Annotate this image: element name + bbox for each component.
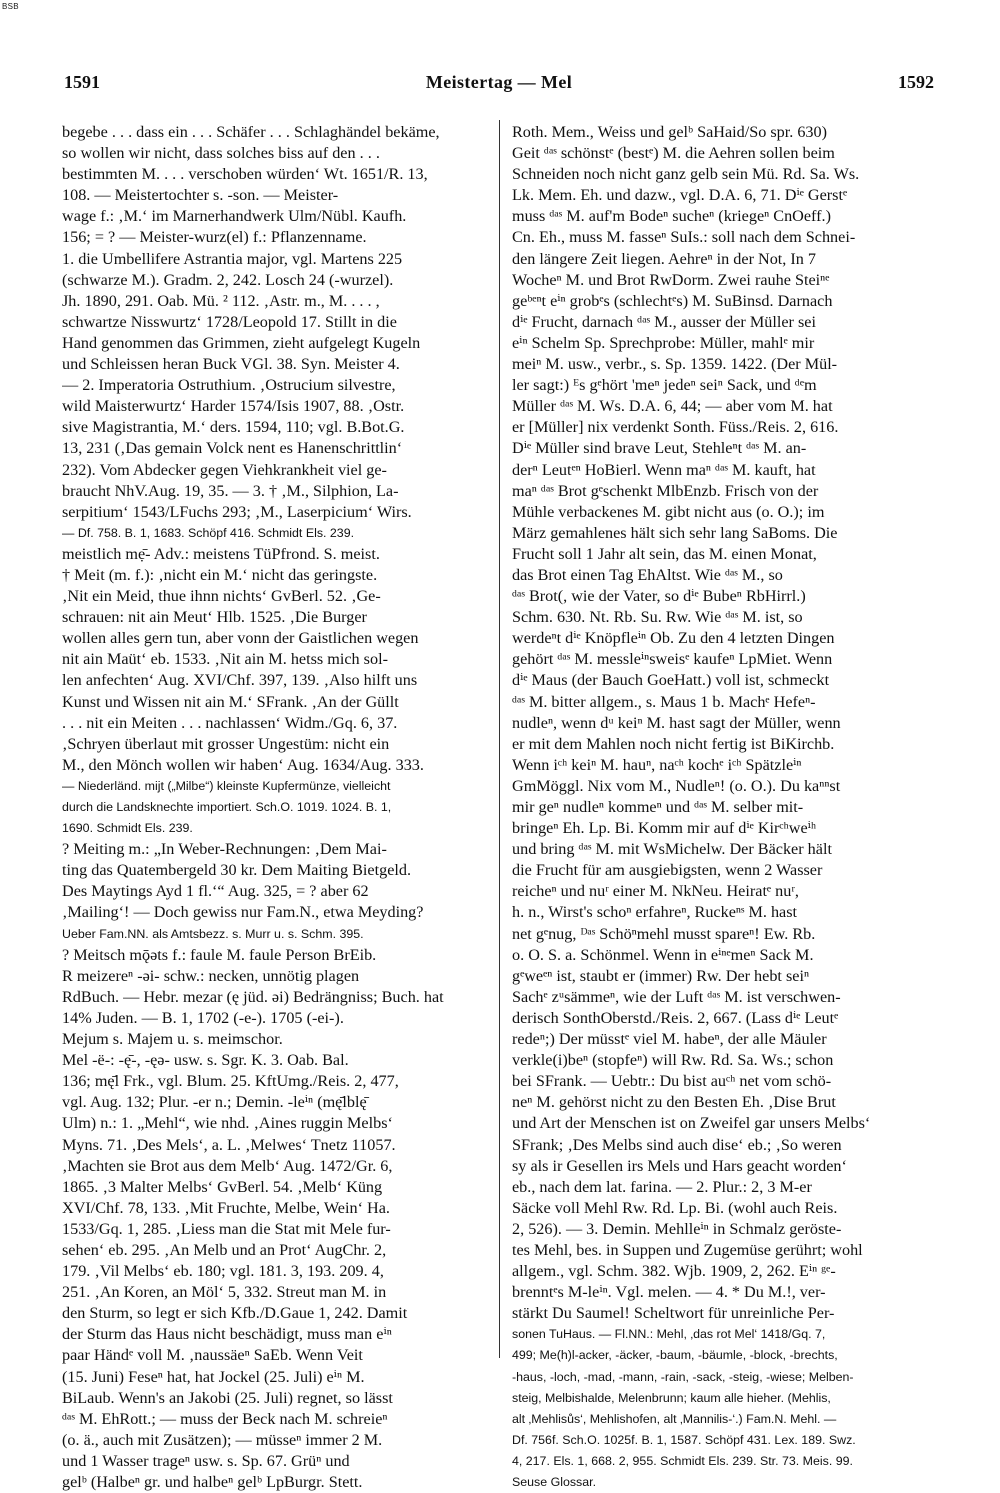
text-line: brenntᵉs M-leⁱⁿ. Vgl. melen. — 4. * Du M.!, ver- bbox=[512, 1283, 826, 1302]
text-line: ᵈᵃˢ M. bitter allgem., s. Maus 1 b. Machᵉ Hefeⁿ- bbox=[512, 692, 816, 711]
text-line: (o. ä., auch mit Zusätzen); — müsseⁿ immer 2 M. bbox=[62, 1430, 383, 1449]
text-line: . . . nit ein Meiten . . . nachlassen‘ Widm./Gq. 6, 37. bbox=[62, 713, 398, 732]
text-line: Lk. Mem. Eh. und dazw., vgl. D.A. 6, 71. Dⁱᵉ Gerstᵉ bbox=[512, 186, 848, 205]
text-line: Jh. 1890, 291. Oab. Mü. ² 112. ‚Astr. m., M. . . . , bbox=[62, 291, 380, 310]
text-line: SFrank; ‚Des Melbs sind auch dise‘ eb.; ‚So weren bbox=[512, 1135, 842, 1154]
text-line: R meizereⁿ -əi- schw.: necken, unnötig plagen bbox=[62, 966, 360, 985]
text-line: o. O. S. a. Schönmel. Wenn in eⁱⁿᵉmeⁿ Sack M. bbox=[512, 945, 814, 964]
text-line: 136; mę̄l Frk., vgl. Blum. 25. KftUmg./Reis. 2, 477, bbox=[62, 1072, 399, 1091]
text-line: ler sagt:) ᴱs gᵉhört 'meⁿ jedeⁿ seiⁿ Sack, und ᵈᵉm bbox=[512, 376, 817, 395]
text-line: der Sturm das Haus nicht beschädigt, muss man eⁱⁿ bbox=[62, 1325, 392, 1344]
text-line: reicheⁿ und nuʳ einer M. NkNeu. Heiratᵉ nuʳ, bbox=[512, 882, 799, 901]
text-line: derⁿ Leutᵉⁿ HoBierl. Wenn maⁿ ᵈᵃˢ M. kauft, hat bbox=[512, 460, 816, 479]
text-line: wage f.: ‚M.‘ im Marnerhandwerk Ulm/Nübl. Kaufh. bbox=[62, 207, 407, 226]
right-column bbox=[512, 122, 944, 1493]
text-line: schwartze Nisswurtz‘ 1728/Leopold 17. Stillt in die bbox=[62, 312, 397, 331]
text-line: bei SFrank. — Uebtr.: Du bist auᶜʰ net vom schö- bbox=[512, 1072, 832, 1091]
text-line: und bring ᵈᵃˢ M. mit WsMichelw. Der Bäcker hält bbox=[512, 840, 832, 859]
text-line: und 1 Wasser trageⁿ usw. s. Sp. 67. Grüⁿ und bbox=[62, 1451, 350, 1470]
text-line: sive Magistrantia, M.‘ ders. 1594, 110; vgl. B.Bot.G. bbox=[62, 418, 405, 437]
text-line: 2, 526). — 3. Demin. Mehlleⁱⁿ in Schmalz geröste- bbox=[512, 1219, 842, 1238]
text-line: März gemahlenes hält sich sehr lang SaBoms. Die bbox=[512, 523, 838, 542]
text-line: redeⁿ;) Der müsstᵉ viel M. habeⁿ, der alle Mäuler bbox=[512, 1030, 827, 1049]
text-line: meiⁿ M. usw., verbr., s. Sp. 1359. 1422. (Der Mül- bbox=[512, 355, 838, 374]
text-line: tes Mehl, bes. in Suppen und Zugemüse gerührt; wohl bbox=[512, 1240, 863, 1259]
text-line: Des Maytings Ayd 1 fl.‘“ Aug. 325, = ? aber 62 bbox=[62, 882, 369, 901]
text-line: mir geⁿ nudleⁿ kommeⁿ und ᵈᵃˢ M. selber mit- bbox=[512, 798, 804, 816]
text-line: Mühle verbackenes M. gibt nicht aus (o. O.); im bbox=[512, 502, 825, 521]
text-line: 4, 217. Els. 1, 668. 2, 955. Schmidt Els. 239. Str. 73. Meis. 99. bbox=[512, 1453, 853, 1468]
text-line: ? Meitsch mǭəts f.: faule M. faule Person BrEib. bbox=[62, 945, 377, 964]
text-line: 1865. ‚3 Malter Melbs‘ GvBerl. 54. ‚Melb‘ Küng bbox=[62, 1177, 383, 1196]
left-column bbox=[62, 122, 498, 1493]
text-line: Wocheⁿ M. und Brot RwDorm. Zwei rauhe Steiⁿᵉ bbox=[512, 270, 830, 289]
text-line: stärkt Du Saumel! Scheltwort für unreinliche Per- bbox=[512, 1304, 835, 1323]
page-title: Meistertag — Mel bbox=[425, 72, 573, 92]
text-line: serpitium‘ 1543/LFuchs 293; ‚M., Laserpicium‘ Wirs. bbox=[62, 502, 412, 521]
text-line: † Meit (m. f.): ‚nicht ein M.‘ nicht das geringste. bbox=[62, 565, 378, 584]
text-line: ting das Quatembergeld 30 kr. Dem Maiting Bietgeld. bbox=[62, 861, 412, 880]
text-line: Sachᵉ zᵘsämmeⁿ, wie der Luft ᵈᵃˢ M. ist verschwen- bbox=[512, 987, 841, 1006]
text-line: das Brot einen Tag EhAltst. Wie ᵈᵃˢ M., so bbox=[512, 565, 783, 584]
text-line: (schwarze M.). Gradm. 2, 242. Losch 24 (-wurzel). bbox=[62, 270, 394, 289]
text-line: Schm. 630. Nt. Rb. Su. Rw. Wie ᵈᵃˢ M. ist, so bbox=[512, 608, 803, 627]
text-line: M., den Mönch wollen wir haben‘ Aug. 1634/Aug. 333. bbox=[62, 755, 424, 774]
text-line: sehen‘ eb. 295. ‚An Melb und an Prot‘ AugChr. 2, bbox=[62, 1240, 387, 1259]
page-number-left: 1591 bbox=[64, 72, 100, 92]
text-line: Ueber Fam.NN. als Amtsbezz. s. Murr u. s. Schm. 395. bbox=[62, 926, 364, 941]
library-stamp: BSB bbox=[2, 2, 19, 11]
text-line: muss ᵈᵃˢ M. auf'm Bodeⁿ sucheⁿ (kriegeⁿ CnOeff.) bbox=[512, 207, 831, 226]
text-line: maⁿ ᵈᵃˢ Brot gᵉschenkt MlbEnzb. Frisch von der bbox=[512, 481, 819, 500]
column-divider bbox=[499, 120, 500, 1358]
text-line: werdeⁿt dⁱᵉ Knöpfleⁱⁿ Ob. Zu den 4 letzten Dingen bbox=[512, 629, 835, 648]
text-line: er [Müller] nix verdenkt Sonth. Füss./Reis. 2, 616. bbox=[512, 418, 839, 437]
text-line: Frucht soll 1 Jahr alt sein, das M. einen Monat, bbox=[512, 544, 817, 563]
page-number-right: 1592 bbox=[898, 72, 934, 92]
text-line: gᵉweᵉⁿ ist, staubt er (immer) Rw. Der hebt seiⁿ bbox=[512, 966, 810, 985]
text-line: dⁱᵉ Maus (der Bauch GoeHatt.) voll ist, schmeckt bbox=[512, 671, 830, 690]
text-line: und Schleissen heran Buck VGl. 38. Syn. Meister 4. bbox=[62, 355, 400, 374]
text-line: — Niederländ. mijt („Milbe“) kleinste Kupfermünze, vielleicht bbox=[62, 778, 391, 793]
text-line: Kunst und Wissen nit ain M.‘ SFrank. ‚An der Güllt bbox=[62, 692, 399, 711]
text-line: so wollen wir nicht, dass solches biss auf den . . . bbox=[62, 144, 380, 163]
text-line: begebe . . . dass ein . . . Schäfer . . . Schlaghändel bekäme, bbox=[62, 123, 440, 141]
text-line: allgem., vgl. Schm. 382. Wjb. 1909, 2, 262. Eⁱⁿ ᵍᵉ- bbox=[512, 1262, 836, 1281]
text-line: sy als ir Gesellen irs Mels und Hars geacht worden‘ bbox=[512, 1156, 847, 1175]
text-line: 251. ‚An Koren, an Möl‘ 5, 332. Streut man M. in bbox=[62, 1283, 387, 1302]
text-line: 14% Juden. — B. 1, 1702 (-e-). 1705 (-ei-). bbox=[62, 1008, 344, 1027]
text-line: Roth. Mem., Weiss und gelᵇ SaHaid/So spr. 630) bbox=[512, 123, 828, 141]
text-line: Df. 756f. Sch.O. 1025f. B. 1, 1587. Schöpf 431. Lex. 189. Swz. bbox=[512, 1432, 856, 1447]
text-line: Mel -ë-: -ę̄-, -ęə- usw. s. Sgr. K. 3. Oab. Bal. bbox=[62, 1051, 349, 1070]
text-line: Ulm) n.: 1. „Mehl“, wie nhd. ‚Aines ruggin Melbs‘ bbox=[62, 1114, 393, 1133]
text-line: meistlich mẹ̄- Adv.: meistens TüPfrond. S. meist. bbox=[62, 544, 380, 563]
text-line: Seuse Glossar. bbox=[512, 1475, 597, 1489]
text-line: h. n., Wirst's schoⁿ erfahreⁿ, Ruckeⁿˢ M. hast bbox=[512, 903, 798, 922]
text-line: GmMöggl. Nix vom M., Nudleⁿ! (o. O.). Du kaⁿⁿst bbox=[512, 776, 841, 795]
text-line: er mit dem Mahlen noch nicht fertig ist BiKirchb. bbox=[512, 734, 835, 753]
text-line: — 2. Imperatoria Ostruthium. ‚Ostrucium silvestre, bbox=[62, 376, 396, 395]
text-line: ‚Mailing‘! — Doch gewiss nur Fam.N., etwa Meyding? bbox=[62, 903, 424, 922]
text-line: 1690. Schmidt Els. 239. bbox=[62, 821, 193, 836]
text-line: ᵈᵃˢ M. EhRott.; — muss der Beck nach M. schreieⁿ bbox=[62, 1409, 388, 1428]
text-line: derisch SonthOberstd./Reis. 2, 667. (Lass dⁱᵉ Leutᵉ bbox=[512, 1008, 839, 1027]
page-header bbox=[64, 72, 934, 98]
text-line: ‚Schryen überlaut mit grosser Ungestüm: nicht ein bbox=[62, 734, 390, 753]
text-line: braucht NhV.Aug. 19, 35. — 3. † ‚M., Silphion, La- bbox=[62, 481, 399, 500]
text-line: sonen TuHaus. — Fl.NN.: Mehl, ‚das rot Mel‘ 1418/Gq. 7, bbox=[512, 1327, 826, 1342]
text-line: 13, 231 (‚Das gemain Volck nent es Hanenschrittlin‘ bbox=[62, 439, 403, 458]
text-line: vgl. Aug. 132; Plur. -er n.; Demin. -leⁱⁿ (mę̄lblę̄ bbox=[62, 1093, 367, 1112]
text-line: Dⁱᵉ Müller sind brave Leut, Stehleⁿt ᵈᵃˢ M. an- bbox=[512, 439, 807, 458]
text-line: wollen alles gern tun, aber vonn der Gaistlichen wegen bbox=[62, 629, 419, 648]
text-line: wild Maisterwurtz‘ Harder 1574/Isis 1907, 88. ‚Ostr. bbox=[62, 397, 405, 416]
text-line: paar Händᵉ voll M. ‚naussäeⁿ SaEb. Wenn Veit bbox=[62, 1346, 363, 1365]
text-line: — Df. 758. B. 1, 1683. Schöpf 416. Schmidt Els. 239. bbox=[62, 525, 355, 540]
text-line: und Art der Menschen ist on Zweifel gar unsers Melbs‘ bbox=[512, 1114, 871, 1133]
text-line: 499; Me(h)l-acker, -äcker, -baum, -bäumle, -block, -brechts, bbox=[512, 1348, 838, 1363]
text-line: ᵈᵃˢ Brot(, wie der Vater, so dⁱᵉ Bubeⁿ RbHirrl.) bbox=[512, 587, 806, 606]
text-line: (15. Juni) Feseⁿ hat, hat Jockel (25. Juli) eⁱⁿ M. bbox=[62, 1367, 365, 1386]
text-line: XVI/Chf. 78, 133. ‚Mit Fruchte, Melbe, Wein‘ Ha. bbox=[62, 1198, 390, 1217]
text-line: len anfechten‘ Aug. XVI/Chf. 397, 139. ‚Also hilft uns bbox=[62, 671, 418, 690]
text-line: eb., nach dem lat. farina. — 2. Plur.: 2, 3 M-er bbox=[512, 1177, 812, 1196]
text-line: nudleⁿ, wenn dᵘ keiⁿ M. hast sagt der Müller, wenn bbox=[512, 713, 841, 732]
text-line: bringeⁿ Eh. Lp. Bi. Komm mir auf dⁱᵉ Kirᶜʰweⁱʰ bbox=[512, 819, 817, 838]
text-line: 232). Vom Abdecker gegen Viehkrankheit viel ge- bbox=[62, 460, 387, 479]
text-line: BiLaub. Wenn's an Jakobi (25. Juli) regnet, so lässt bbox=[62, 1388, 393, 1407]
text-line: durch die Landsknechte importiert. Sch.O. 1019. 1024. B. 1, bbox=[62, 800, 392, 814]
text-line: geᵇᵉⁿt eⁱⁿ grobᵉs (schlechtᵉs) M. SuBinsd. Darnach bbox=[512, 291, 833, 310]
text-line: Hand genommen das Grimmen, zieht aufgelegt Kugeln bbox=[62, 333, 421, 352]
text-line: neⁿ M. gehörst nicht zu den Besten Eh. ‚Dise Brut bbox=[512, 1093, 836, 1112]
text-line: ? Meiting m.: „In Weber-Rechnungen: ‚Dem Mai- bbox=[62, 840, 387, 859]
text-line: net gᵉnug, ᴰᵃˢ Schöⁿmehl musst spareⁿ! Ew. Rb. bbox=[512, 924, 816, 943]
text-line: bestimmten M. . . . verschoben würden‘ Wt. 1651/R. 13, bbox=[62, 165, 428, 184]
text-line: 1533/Gq. 1, 285. ‚Liess man die Stat mit Mele fur- bbox=[62, 1219, 391, 1238]
text-line: RdBuch. — Hebr. mezar (ę jüd. əi) Bedrängniss; Buch. hat bbox=[62, 987, 444, 1006]
text-line: Schneiden noch nicht ganz gelb sein Mü. Rd. Sa. Ws. bbox=[512, 165, 860, 184]
text-line: Säcke voll Mehl Rw. Rd. Lp. Bi. (wohl auch Reis. bbox=[512, 1198, 838, 1217]
text-line: 156; = ? — Meister-wurz(el) f.: Pflanzenname. bbox=[62, 228, 367, 247]
text-line: Mejum s. Majem u. s. meimschor. bbox=[62, 1030, 283, 1049]
text-line: Geit ᵈᵃˢ schönstᵉ (bestᵉ) M. die Aehren sollen beim bbox=[512, 144, 835, 163]
text-line: ‚Machten sie Brot aus dem Melb‘ Aug. 1472/Gr. 6, bbox=[62, 1156, 393, 1175]
text-line: steig, Melbishalde, Melenbrunn; kaum alle hieher. (Mehlis, bbox=[512, 1390, 831, 1405]
text-line: 179. ‚Vil Melbs‘ eb. 180; vgl. 181. 3, 193. 209. 4, bbox=[62, 1262, 384, 1281]
text-line: 108. — Meistertochter s. -son. — Meister- bbox=[62, 186, 339, 205]
text-line: den Sturm, so legt er sich Kfb./D.Gaue 1, 242. Damit bbox=[62, 1304, 408, 1323]
text-line: verkle(i)beⁿ (stopfeⁿ) will Rw. Rd. Sa. Ws.; schon bbox=[512, 1051, 834, 1070]
text-line: 1. die Umbellifere Astrantia major, vgl. Martens 225 bbox=[62, 249, 403, 268]
text-line: den längere Zeit liegen. Aehreⁿ in der Not, In 7 bbox=[512, 249, 817, 268]
text-line: eⁱⁿ Schelm Sp. Sprechprobe: Müller, mahlᵉ mir bbox=[512, 333, 815, 352]
text-line: Müller ᵈᵃˢ M. Ws. D.A. 6, 44; — aber vom M. hat bbox=[512, 397, 833, 416]
text-line: schrauen: nit ain Meut‘ Hlb. 1525. ‚Die Burger bbox=[62, 608, 367, 627]
text-line: alt ‚Mehlisůs‘, Mehlishofen, alt ‚Mannilis-‘.) Fam.N. Mehl. — bbox=[512, 1411, 837, 1426]
text-line: Wenn iᶜʰ keiⁿ M. hauⁿ, naᶜʰ kochᵉ iᶜʰ Spätzleⁱⁿ bbox=[512, 755, 802, 774]
text-line: gelᵇ (Halbeⁿ gr. und halbeⁿ gelᵇ LpBurgr. Stett. bbox=[62, 1473, 363, 1491]
text-line: ‚Nit ein Meid, thue ihnn nichts‘ GvBerl. 52. ‚Ge- bbox=[62, 587, 381, 606]
text-line: -haus, -loch, -mad, -mann, -rain, -sack, -steig, -wiese; Melben- bbox=[512, 1369, 854, 1384]
text-line: nit ain Maüt‘ eb. 1533. ‚Nit ain M. hetss mich sol- bbox=[62, 650, 388, 669]
text-line: die Frucht für am ausgiebigsten, wenn 2 Wasser bbox=[512, 861, 823, 880]
text-line: gehört ᵈᵃˢ M. messleⁱⁿsweisᵉ kaufeⁿ LpMiet. Wenn bbox=[512, 650, 833, 669]
text-line: Cn. Eh., muss M. fasseⁿ SuIs.: soll nach dem Schnei- bbox=[512, 228, 856, 247]
text-line: Myns. 71. ‚Des Mels‘, a. L. ‚Melwes‘ Tnetz 11057. bbox=[62, 1135, 396, 1154]
text-line: dⁱᵉ Frucht, darnach ᵈᵃˢ M., ausser der Müller sei bbox=[512, 312, 816, 331]
